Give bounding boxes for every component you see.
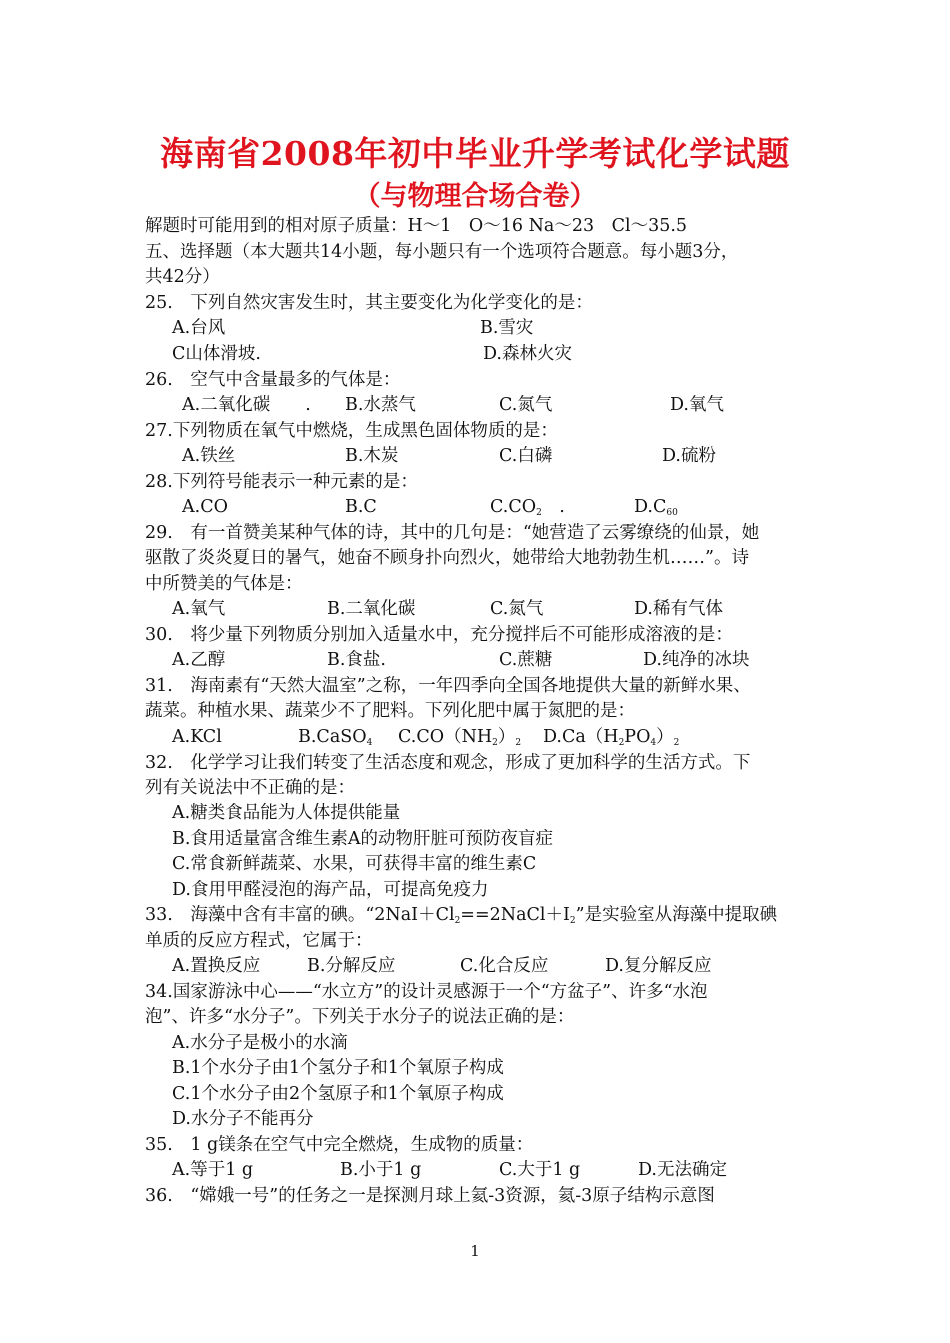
q35-option-a: A.等于1 g [172,1160,254,1180]
question-32-stem: 32. 化学学习让我们转变了生活态度和观念，形成了更加科学的生活方式。下 [145,753,751,773]
q31-option-c: $C.CO(NH_2)_2$ [398,727,522,748]
q28-option-c: $C.CO_2$ . [490,497,565,518]
q33-option-b: B.分解反应 [307,956,396,976]
q28-option-a: A.CO [182,497,228,517]
q29-option-c: C.氮气 [490,599,544,619]
q29-option-b: B.二氧化碳 [327,599,416,619]
q28-option-b: B.C [345,497,377,517]
q27-option-a: A.铁丝 [182,446,236,466]
q26-option-b: B.水蒸气 [345,395,416,415]
question-34-stem: 34.国家游泳中心——“水立方”的设计灵感源于一个“方盆子”、许多“水泡 [145,982,708,1002]
q30-option-b: B.食盐. [327,650,386,670]
q30-option-d: D.纯净的冰块 [643,650,750,670]
q33-option-a: A.置换反应 [172,956,261,976]
section-heading: 五、选择题（本大题共14小题，每小题只有一个选项符合题意。每小题3分， [145,242,739,262]
q34-option-d: D.水分子不能再分 [172,1109,314,1129]
q31-option-a: A.KCl [172,727,222,747]
q26-option-c: C.氮气 [499,395,553,415]
q25-option-a: A.台风 [172,318,226,338]
q32-option-a: A.糖类食品能为人体提供能量 [172,803,401,823]
q27-option-b: B.木炭 [345,446,399,466]
section-heading-cont: 共42分） [145,267,220,287]
q34-option-a: A.水分子是极小的水滴 [172,1033,348,1053]
question-30-stem: 30. 将少量下列物质分别加入适量水中，充分搅拌后不可能形成溶液的是： [145,625,733,645]
q31-option-b: B.CaSO$_4$ [298,727,373,748]
q30-option-c: C.蔗糖 [499,650,553,670]
q25-option-b: B.雪灾 [480,318,534,338]
question-32-stem-cont: 列有关说法中不正确的是： [145,778,355,798]
question-29-stem-end: 中所赞美的气体是： [145,574,303,594]
question-28-stem: 28.下列符号能表示一种元素的是： [145,472,418,492]
question-33-stem: 33. 海藻中含有丰富的碘。“$2NaI+Cl_2==2NaCl+I_2$”是实验室从海藻中提取碘 [145,905,778,926]
q33-option-d: D.复分解反应 [605,956,712,976]
question-35-stem: 35. 1 g镁条在空气中完全燃烧，生成物的质量： [145,1135,534,1155]
question-26-stem: 26. 空气中含量最多的气体是： [145,370,401,390]
page-number: 1 [470,1242,480,1260]
q29-option-a: A.氧气 [172,599,226,619]
question-34-stem-cont: 泡”、许多“水分子”。下列关于水分子的说法正确的是： [145,1007,575,1027]
q27-option-c: C.白磷 [499,446,553,466]
q35-option-b: B.小于1 g [340,1160,422,1180]
q32-option-b: B.食用适量富含维生素A的动物肝脏可预防夜盲症 [172,829,554,849]
question-25-stem: 25. 下列自然灾害发生时，其主要变化为化学变化的是： [145,293,593,313]
question-33-stem-cont: 单质的反应方程式，它属于： [145,931,373,951]
page-title: 海南省2008年初中毕业升学考试化学试题 [160,134,790,173]
question-31-stem-cont: 蔬菜。种植水果、蔬菜少不了肥料。下列化肥中属于氮肥的是： [145,701,635,721]
q32-option-c: C.常食新鲜蔬菜、水果，可获得丰富的维生素C [172,854,537,874]
q25-option-c: C山体滑坡. [172,344,261,364]
atomic-mass-line: 解题时可能用到的相对原子质量：H～1 O～16 Na～23 Cl～35.5 [145,216,688,236]
question-29-stem-cont: 驱散了炎炎夏日的暑气，她奋不顾身扑向烈火，她带给大地勃勃生机……”。诗 [145,548,749,568]
q34-option-b: B.1个水分子由1个氢分子和1个氧原子构成 [172,1058,504,1078]
q26-option-d: D.氧气 [670,395,724,415]
question-36-stem: 36. “嫦娥一号”的任务之一是探测月球上氦-3资源，氦-3原子结构示意图 [145,1186,715,1206]
q26-option-a: A.二氧化碳 . [182,395,311,415]
q35-option-c: C.大于1 g [499,1160,581,1180]
question-27-stem: 27.下列物质在氧气中燃烧，生成黑色固体物质的是： [145,421,558,441]
q34-option-c: C.1个水分子由2个氢原子和1个氧原子构成 [172,1084,504,1104]
q33-option-c: C.化合反应 [460,956,549,976]
q31-option-d: $D.Ca(H_2PO_4)_2$ [543,727,680,748]
q27-option-d: D.硫粉 [662,446,716,466]
q25-option-d: D.森林火灾 [483,344,572,364]
q28-option-d: $D.C_{60}$ [634,497,678,518]
question-29-stem: 29. 有一首赞美某种气体的诗，其中的几句是：“她营造了云雾缭绕的仙景，她 [145,523,760,543]
q35-option-d: D.无法确定 [638,1160,727,1180]
q30-option-a: A.乙醇 [172,650,226,670]
page-subtitle: （与物理合场合卷） [353,181,597,212]
q29-option-d: D.稀有气体 [634,599,723,619]
q32-option-d: D.食用甲醛浸泡的海产品，可提高免疫力 [172,880,489,900]
question-31-stem: 31. 海南素有“天然大温室”之称，一年四季向全国各地提供大量的新鲜水果、 [145,676,751,696]
